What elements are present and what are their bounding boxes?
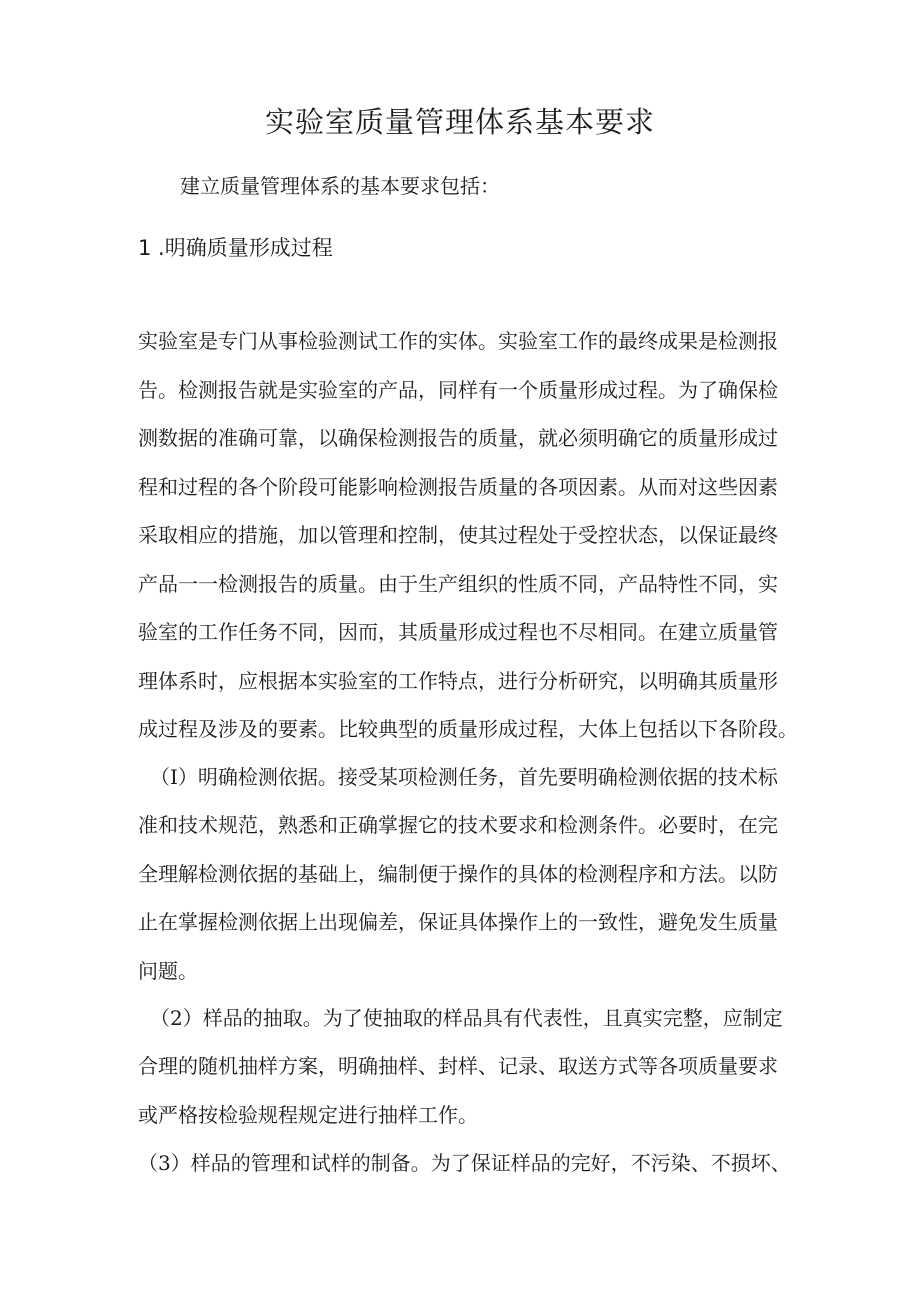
item-3-first-line: （3）样品的管理和试样的制备。为了保证样品的完好，不污染、不损坏、 bbox=[138, 1151, 791, 1175]
main-paragraph bbox=[138, 317, 798, 754]
paragraph-line: 告。检测报告就是实验室的产品，同样有一个质量形成过程。为了确保检 bbox=[138, 377, 778, 402]
paragraph-line: 程和过程的各个阶段可能影响检测报告质量的各项因素。从而对这些因素 bbox=[138, 474, 778, 499]
paragraph-line: 问题。 bbox=[138, 958, 198, 983]
item-1-continuation bbox=[138, 801, 798, 995]
paragraph-line: 测数据的准确可靠，以确保检测报告的质量，就必须明确它的质量形成过 bbox=[138, 426, 778, 450]
paragraph-line: 成过程及涉及的要素。比较典型的质量形成过程，大体上包括以下各阶段。 bbox=[138, 717, 798, 741]
paragraph-line: 全理解检测依据的基础上，编制便于操作的具体的检测程序和方法。以防 bbox=[138, 861, 778, 886]
item-2-paragraph bbox=[150, 994, 810, 1043]
paragraph-line: 或严格按检验规程规定进行抽样工作。 bbox=[138, 1102, 478, 1127]
document-title: 实验室质量管理体系基本要求 bbox=[264, 105, 655, 139]
paragraph-line: 实验室是专门从事检验测试工作的实体。实验室工作的最终成果是检测报 bbox=[138, 329, 778, 353]
paragraph-line: 理体系时，应根据本实验室的工作特点，进行分析研究，以明确其质量形 bbox=[138, 668, 778, 693]
item-2-first-line: （2）样品的抽取。为了使抽取的样品具有代表性，且真实完整，应制定 bbox=[150, 1006, 783, 1030]
item-2-continuation bbox=[138, 1042, 798, 1139]
item-3-paragraph bbox=[138, 1139, 798, 1188]
section-heading: 1 .明确质量形成过程 bbox=[138, 236, 333, 260]
paragraph-line: 止在掌握检测依据上出现偏差，保证具体操作上的一致性，避免发生质量 bbox=[138, 910, 778, 934]
item-1-paragraph bbox=[150, 753, 810, 802]
paragraph-line: 验室的工作任务不同，因而，其质量形成过程也不尽相同。在建立质量管 bbox=[138, 620, 778, 644]
paragraph-line: 准和技术规范，熟悉和正确掌握它的技术要求和检测条件。必要时，在完 bbox=[138, 813, 778, 837]
item-1-first-line: （I）明确检测依据。接受某项检测任务，首先要明确检测依据的技术标 bbox=[150, 765, 778, 789]
intro-text: 建立质量管理体系的基本要求包括： bbox=[180, 174, 500, 198]
paragraph-line: 采取相应的措施，加以管理和控制，使其过程处于受控状态，以保证最终 bbox=[138, 523, 778, 547]
paragraph-line: 产品一一检测报告的质量。由于生产组织的性质不同，产品特性不同，实 bbox=[138, 571, 778, 596]
paragraph-line: 合理的随机抽样方案，明确抽样、封样、记录、取送方式等各项质量要求 bbox=[138, 1054, 778, 1078]
